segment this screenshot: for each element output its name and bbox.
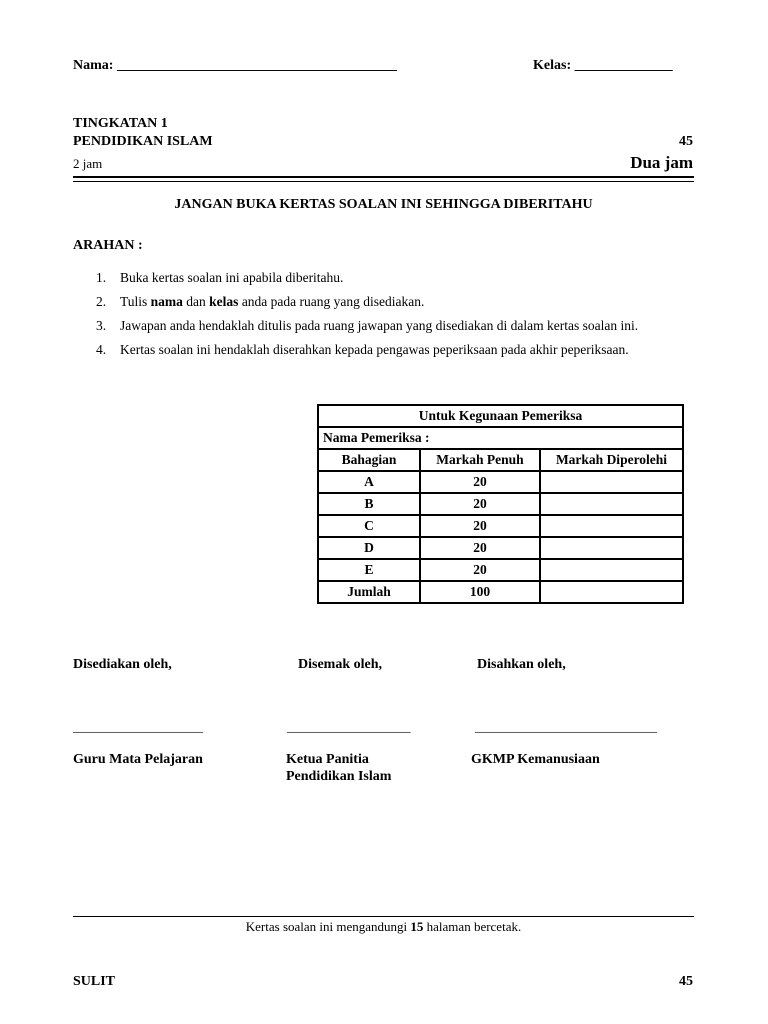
header-rule-top <box>73 176 694 178</box>
paper-subject: PENDIDIKAN ISLAM <box>73 134 213 149</box>
paper-level: TINGKATAN 1 <box>73 116 168 131</box>
obtained-cell[interactable] <box>540 515 683 537</box>
obtained-cell[interactable] <box>540 471 683 493</box>
signature-line-prepared[interactable]: ____________________ <box>73 719 203 734</box>
signature-line-approved[interactable]: ____________________________ <box>475 719 657 734</box>
col-header-obtained-marks: Markah Diperolehi <box>540 449 683 471</box>
table-row: B 20 <box>318 493 683 515</box>
instruction-item: 3. Jawapan anda hendaklah ditulis pada ruang jawapan yang disediakan di dalam kertas soalan ini. <box>96 318 639 333</box>
header-rule-bottom <box>73 181 694 182</box>
nama-field[interactable] <box>73 58 397 74</box>
paper-duration-short: 2 jam <box>73 156 103 171</box>
instructions-list <box>96 270 696 366</box>
instructions-title: ARAHAN : <box>73 238 143 253</box>
warning-text: JANGAN BUKA KERTAS SOALAN INI SEHINGGA DIBERITAHU <box>174 197 593 212</box>
page-count-note: Kertas soalan ini mengandungi 15 halaman bercetak. <box>245 919 522 934</box>
nama-label: Nama: <box>73 58 114 73</box>
col-header-section: Bahagian <box>318 449 420 471</box>
col-header-full-marks: Markah Penuh <box>420 449 540 471</box>
kelas-field[interactable] <box>533 58 673 74</box>
total-obtained-cell[interactable] <box>540 581 683 603</box>
instruction-item: 4. Kertas soalan ini hendaklah diserahkan kepada pengawas peperiksaan pada akhir peperiksaan. <box>96 342 629 357</box>
table-title: Untuk Kegunaan Pemeriksa <box>318 405 683 427</box>
nama-blank[interactable]: ________________________________________ <box>116 58 397 73</box>
obtained-cell[interactable] <box>540 559 683 581</box>
footer-rule <box>73 916 694 917</box>
table-row: D 20 <box>318 537 683 559</box>
signature-line-checked[interactable]: ___________________ <box>287 719 411 734</box>
prepared-by-label: Disediakan oleh, <box>73 657 172 672</box>
sulit-label: SULIT <box>73 974 116 989</box>
table-row: C 20 <box>318 515 683 537</box>
table-row-total: Jumlah 100 <box>318 581 683 603</box>
paper-code: 45 <box>679 134 693 149</box>
instruction-item: 2. Tulis nama dan kelas anda pada ruang yang disediakan. <box>96 294 425 309</box>
table-row: E 20 <box>318 559 683 581</box>
checked-role-2: Pendidikan Islam <box>286 769 392 784</box>
approved-role: GKMP Kemanusiaan <box>471 752 600 767</box>
approved-by-label: Disahkan oleh, <box>477 657 566 672</box>
obtained-cell[interactable] <box>540 493 683 515</box>
checked-role-1: Ketua Panitia <box>286 752 369 767</box>
instruction-item: 1. Buka kertas soalan ini apabila diberitahu. <box>96 270 344 285</box>
footer-code: 45 <box>679 974 693 989</box>
examiner-name-cell[interactable]: Nama Pemeriksa : <box>318 427 683 449</box>
kelas-blank[interactable]: ______________ <box>574 58 673 73</box>
table-row: A 20 <box>318 471 683 493</box>
paper-duration-long: Dua jam <box>630 153 693 172</box>
prepared-role: Guru Mata Pelajaran <box>73 752 203 767</box>
checked-by-label: Disemak oleh, <box>298 657 382 672</box>
kelas-label: Kelas: <box>533 58 572 73</box>
obtained-cell[interactable] <box>540 537 683 559</box>
examiner-table <box>317 404 684 604</box>
